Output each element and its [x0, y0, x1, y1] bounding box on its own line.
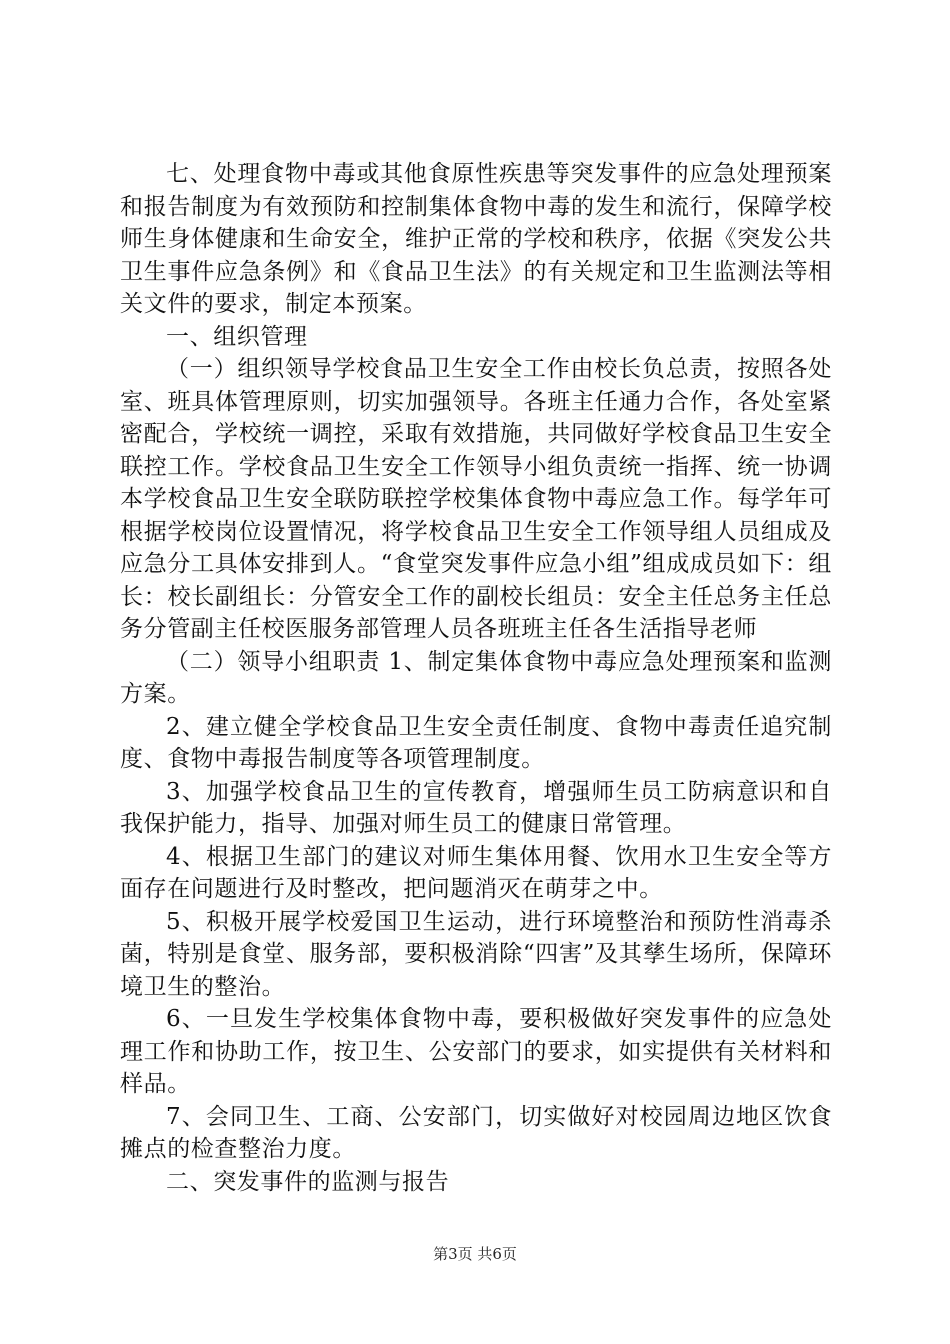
paragraph-duty-5: 5、积极开展学校爱国卫生运动，进行环境整治和预防性消毒杀菌，特别是食堂、服务部，要积极消除“四害”及其孳生场所，保障环境卫生的整治。 — [120, 908, 832, 1000]
paragraph-duty-7: 7、会同卫生、工商、公安部门，切实做好对校园周边地区饮食摊点的检查整治力度。 — [120, 1103, 832, 1162]
paragraph-duty-6: 6、一旦发生学校集体食物中毒，要积极做好突发事件的应急处理工作和协助工作，按卫生、公安部门的要求，如实提供有关材料和样品。 — [120, 1006, 832, 1097]
paragraph-duty-4: 4、根据卫生部门的建议对师生集体用餐、饮用水卫生安全等方面存在问题进行及时整改，把问题消灭在萌芽之中。 — [120, 843, 832, 902]
page-footer — [0, 1244, 950, 1264]
page-indicator: 第3页 共6页 — [433, 1245, 517, 1263]
heading-organization-management: 一、组织管理 — [166, 323, 308, 350]
paragraph-organization-leadership: （一）组织领导学校食品卫生安全工作由校长负总责，按照各处室、班具体管理原则，切实加强领导。各班主任通力合作，各处室紧密配合，学校统一调控，采取有效措施，共同做好学校食品卫生安全联控工作。学校食品卫生安全工作领导小组负责统一指挥、统一协调本学校食品卫生安全联防联控学校集体食物中毒应急工作。每学年可根据学校岗位设置情况，将学校食品卫生安全工作领导组人员组成及应急分工具体安排到人。“食堂突发事件应急小组”组成成员如下：组长：校长副组长：分管安全工作的副校长组员：安全主任总务主任总务分管副主任校医服务部管理人员各班班主任各生活指导老师 — [120, 356, 832, 642]
paragraph-section-seven: 七、处理食物中毒或其他食原性疾患等突发事件的应急处理预案和报告制度为有效预防和控制集体食物中毒的发生和流行，保障学校师生身体健康和生命安全，维护正常的学校和秩序，依据《突发公共卫生事件应急条例》和《食品卫生法》的有关规定和卫生监测法等相关文件的要求，制定本预案。 — [120, 161, 832, 317]
paragraph-duty-2: 2、建立健全学校食品卫生安全责任制度、食物中毒责任追究制度、食物中毒报告制度等各项管理制度。 — [120, 713, 832, 772]
document-body — [120, 158, 832, 1198]
paragraph-duty-3: 3、加强学校食品卫生的宣传教育，增强师生员工防病意识和自我保护能力，指导、加强对师生员工的健康日常管理。 — [120, 778, 832, 837]
paragraph-group-duties: （二）领导小组职责 1、制定集体食物中毒应急处理预案和监测方案。 — [120, 648, 832, 707]
heading-monitoring-and-reporting: 二、突发事件的监测与报告 — [166, 1168, 450, 1195]
